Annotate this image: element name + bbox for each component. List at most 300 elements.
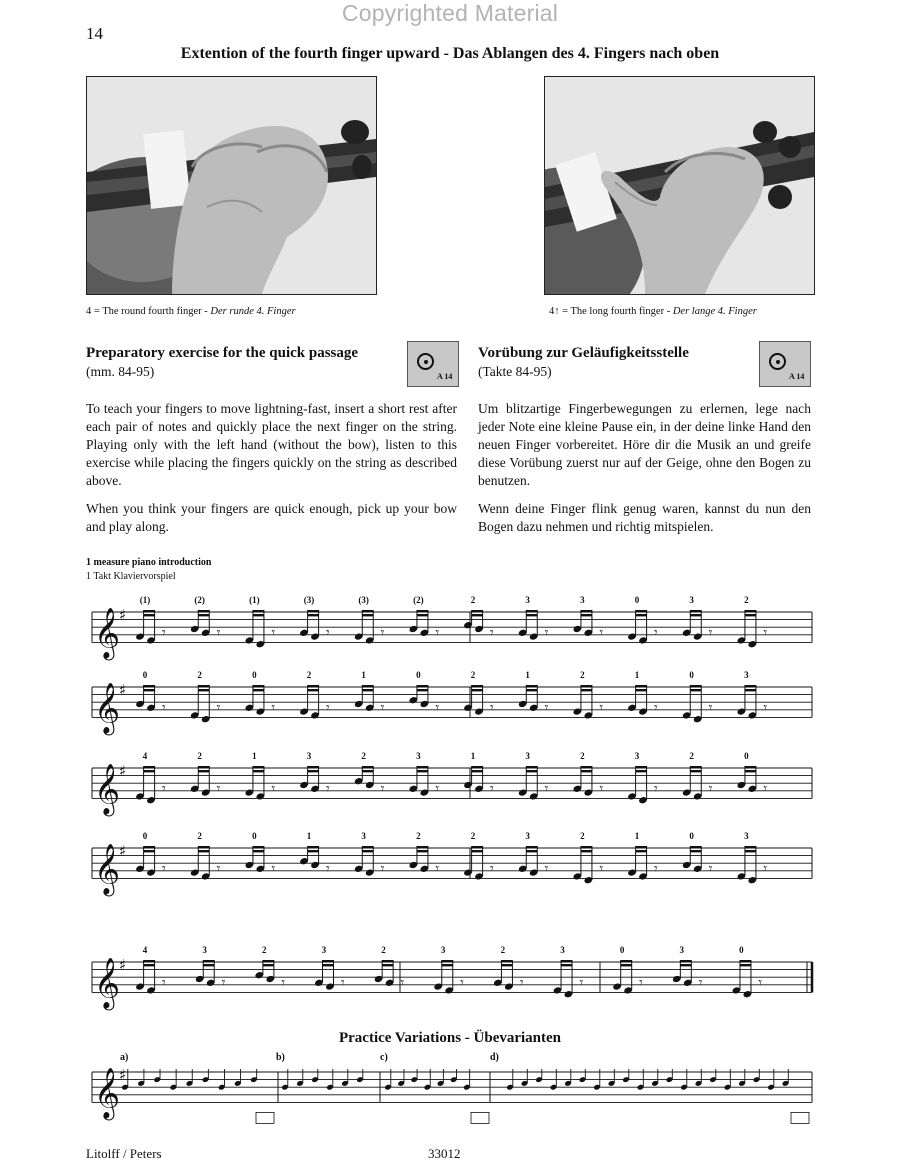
eighth-rest: 𝄾 bbox=[758, 974, 763, 991]
fingering-label: 3 bbox=[440, 945, 446, 955]
fingering-label: 3 bbox=[525, 831, 530, 841]
fingering-label: (2) bbox=[413, 595, 424, 605]
beam bbox=[253, 614, 264, 616]
eighth-rest: 𝄾 bbox=[162, 860, 166, 877]
note-pair bbox=[627, 670, 658, 716]
fingering-label: 1 bbox=[252, 751, 257, 761]
beam bbox=[472, 766, 483, 768]
english-heading: Preparatory exercise for the quick passage bbox=[86, 345, 359, 361]
eighth-rest: 𝄾 bbox=[380, 624, 385, 641]
fingering-label: 3 bbox=[525, 751, 530, 761]
fingering-label: (2) bbox=[194, 595, 205, 605]
fingering-label: 2 bbox=[416, 831, 421, 841]
eighth-rest: 𝄾 bbox=[654, 699, 658, 716]
intro-label-german: 1 Takt Klaviervorspiel bbox=[86, 571, 176, 582]
eighth-rest: 𝄾 bbox=[380, 699, 385, 716]
beam bbox=[581, 766, 592, 768]
treble-clef: 𝄞 bbox=[94, 763, 121, 815]
eighth-rest: 𝄾 bbox=[654, 860, 658, 877]
beam bbox=[308, 850, 319, 852]
eighth-rest: 𝄾 bbox=[490, 699, 494, 716]
eighth-rest: 𝄾 bbox=[708, 780, 713, 797]
fingering-label: 3 bbox=[634, 751, 640, 761]
eighth-rest: 𝄾 bbox=[763, 860, 768, 877]
beam bbox=[526, 850, 537, 852]
staff bbox=[92, 595, 812, 660]
eighth-rest: 𝄾 bbox=[599, 860, 604, 877]
fingering-label: 2 bbox=[197, 670, 202, 680]
beam bbox=[144, 770, 155, 772]
key-signature-sharp: ♯ bbox=[119, 606, 127, 624]
beam bbox=[690, 766, 701, 768]
beam bbox=[472, 689, 483, 691]
eighth-rest: 𝄾 bbox=[460, 974, 464, 991]
beam bbox=[636, 846, 647, 848]
key-signature-sharp: ♯ bbox=[119, 842, 127, 860]
beam bbox=[382, 960, 393, 962]
variation-label: d) bbox=[490, 1052, 499, 1063]
fingering-label: 1 bbox=[634, 670, 640, 680]
beam bbox=[198, 610, 209, 612]
beam bbox=[745, 766, 756, 768]
page-title: Extention of the fourth finger upward - Das Ablangen des 4. Fingers nach oben bbox=[180, 45, 720, 62]
note-pair bbox=[573, 831, 604, 884]
variations-staff bbox=[92, 1052, 812, 1123]
fingering-label: 2 bbox=[470, 670, 476, 680]
eighth-rest: 𝄾 bbox=[519, 974, 524, 991]
note-pair bbox=[627, 751, 658, 804]
eighth-rest: 𝄾 bbox=[326, 780, 330, 797]
note-pair bbox=[299, 751, 330, 797]
beam bbox=[144, 689, 155, 691]
repeat-box bbox=[256, 1112, 274, 1123]
beam bbox=[561, 964, 572, 966]
eighth-rest: 𝄾 bbox=[599, 699, 604, 716]
eighth-rest: 𝄾 bbox=[271, 699, 276, 716]
beam bbox=[581, 614, 592, 616]
note-pair bbox=[518, 595, 549, 641]
beam bbox=[745, 846, 756, 848]
beam bbox=[690, 685, 701, 687]
fingering-label: 3 bbox=[689, 595, 694, 605]
eighth-rest: 𝄾 bbox=[271, 860, 276, 877]
fingering-label: 2 bbox=[197, 751, 202, 761]
cd-track-label: A 14 bbox=[789, 372, 805, 381]
beam bbox=[581, 846, 592, 848]
eighth-rest: 𝄾 bbox=[326, 624, 330, 641]
eighth-rest: 𝄾 bbox=[216, 860, 221, 877]
page-number: 14 bbox=[86, 24, 103, 43]
eighth-rest: 𝄾 bbox=[400, 974, 405, 991]
fingering-label: 2 bbox=[580, 831, 585, 841]
beam bbox=[308, 685, 319, 687]
beam bbox=[621, 964, 632, 966]
beam bbox=[745, 610, 756, 612]
treble-clef: 𝄞 bbox=[94, 957, 121, 1009]
beam bbox=[526, 689, 537, 691]
eighth-rest: 𝄾 bbox=[544, 860, 549, 877]
beam bbox=[253, 689, 264, 691]
note-pair bbox=[245, 595, 276, 648]
eighth-rest: 𝄾 bbox=[490, 624, 494, 641]
fingering-label: 0 bbox=[689, 670, 694, 680]
note-pair bbox=[254, 945, 285, 991]
note-pair bbox=[314, 945, 345, 991]
fingering-label: 2 bbox=[197, 831, 202, 841]
note-pair bbox=[672, 945, 703, 991]
fingering-label: 2 bbox=[470, 831, 476, 841]
beam bbox=[636, 610, 647, 612]
fingering-label: (1) bbox=[139, 595, 151, 605]
eighth-rest: 𝄾 bbox=[326, 699, 330, 716]
eighth-rest: 𝄾 bbox=[162, 974, 166, 991]
beam bbox=[144, 685, 155, 687]
fingering-label: 2 bbox=[689, 751, 694, 761]
beam bbox=[417, 770, 428, 772]
eighth-rest: 𝄾 bbox=[763, 780, 768, 797]
staff bbox=[92, 945, 812, 1010]
note-pair bbox=[463, 595, 494, 641]
beam bbox=[144, 610, 155, 612]
beam bbox=[198, 846, 209, 848]
beam bbox=[472, 610, 483, 612]
beam bbox=[362, 770, 373, 772]
beam bbox=[253, 770, 264, 772]
eighth-rest: 𝄾 bbox=[654, 624, 658, 641]
note-pair bbox=[190, 670, 221, 723]
german-heading: Vorübung zur Geläufigkeitsstelle bbox=[478, 345, 689, 361]
fingering-label: 2 bbox=[500, 945, 506, 955]
beam bbox=[362, 614, 373, 616]
beam bbox=[263, 960, 274, 962]
treble-clef: 𝄞 bbox=[94, 682, 121, 734]
eighth-rest: 𝄾 bbox=[271, 780, 276, 797]
beam bbox=[690, 610, 701, 612]
beam bbox=[581, 850, 592, 852]
beam bbox=[362, 610, 373, 612]
note-pair bbox=[195, 945, 226, 991]
beam bbox=[680, 964, 691, 966]
beam bbox=[144, 850, 155, 852]
beam bbox=[382, 964, 393, 966]
treble-clef: 𝄞 bbox=[94, 843, 121, 895]
note-pair bbox=[737, 751, 768, 797]
beam bbox=[253, 846, 264, 848]
beam bbox=[636, 689, 647, 691]
eighth-rest: 𝄾 bbox=[216, 780, 221, 797]
note-pair bbox=[573, 751, 604, 797]
fingering-label: 1 bbox=[525, 670, 530, 680]
note-pair bbox=[682, 831, 713, 877]
fingering-label: 0 bbox=[744, 751, 749, 761]
eighth-rest: 𝄾 bbox=[544, 780, 549, 797]
beam bbox=[203, 960, 214, 962]
note-pair bbox=[354, 831, 385, 877]
beam bbox=[501, 964, 512, 966]
fingering-label: 3 bbox=[306, 751, 312, 761]
eighth-rest: 𝄾 bbox=[216, 699, 221, 716]
beam bbox=[323, 960, 334, 962]
repeat-box bbox=[471, 1112, 489, 1123]
repeat-box bbox=[791, 1112, 809, 1123]
beam bbox=[253, 610, 264, 612]
beam bbox=[526, 846, 537, 848]
eighth-rest: 𝄾 bbox=[216, 624, 221, 641]
beam bbox=[472, 846, 483, 848]
eighth-rest: 𝄾 bbox=[281, 974, 286, 991]
beam bbox=[253, 685, 264, 687]
eighth-rest: 𝄾 bbox=[380, 860, 385, 877]
note-pair bbox=[463, 670, 494, 716]
eighth-rest: 𝄾 bbox=[654, 780, 658, 797]
fingering-label: (3) bbox=[358, 595, 369, 605]
beam bbox=[472, 685, 483, 687]
beam bbox=[362, 689, 373, 691]
eighth-rest: 𝄾 bbox=[326, 860, 330, 877]
fingering-label: 2 bbox=[361, 751, 366, 761]
note-pair bbox=[518, 670, 549, 716]
beam bbox=[745, 689, 756, 691]
beam bbox=[417, 689, 428, 691]
fingering-label: 3 bbox=[560, 945, 565, 955]
beam bbox=[308, 689, 319, 691]
eighth-rest: 𝄾 bbox=[221, 974, 226, 991]
fingering-label: 2 bbox=[580, 670, 585, 680]
eighth-rest: 𝄾 bbox=[698, 974, 703, 991]
beam bbox=[144, 766, 155, 768]
beam bbox=[501, 960, 512, 962]
footer-publisher: Litolff / Peters bbox=[86, 1146, 162, 1161]
note-pair bbox=[573, 595, 604, 641]
key-signature-sharp: ♯ bbox=[119, 1066, 127, 1084]
beam bbox=[308, 766, 319, 768]
beam bbox=[526, 766, 537, 768]
note-pair bbox=[493, 945, 524, 991]
intro-label-english: 1 measure piano introduction bbox=[86, 557, 212, 568]
note-pair bbox=[354, 751, 385, 797]
eighth-rest: 𝄾 bbox=[763, 624, 768, 641]
note-pair bbox=[409, 670, 440, 716]
note-pair bbox=[245, 670, 276, 716]
eighth-rest: 𝄾 bbox=[490, 780, 494, 797]
beam bbox=[362, 850, 373, 852]
eighth-rest: 𝄾 bbox=[435, 860, 440, 877]
beam bbox=[362, 685, 373, 687]
fingering-label: 0 bbox=[252, 670, 257, 680]
note-pair bbox=[245, 831, 276, 877]
eighth-rest: 𝄾 bbox=[708, 860, 713, 877]
beam bbox=[636, 685, 647, 687]
eighth-rest: 𝄾 bbox=[708, 699, 713, 716]
beam bbox=[581, 610, 592, 612]
beam bbox=[472, 770, 483, 772]
note-pair bbox=[553, 945, 584, 998]
eighth-rest: 𝄾 bbox=[162, 699, 166, 716]
german-paragraph-1: Um blitzartige Fingerbewegungen zu erlernen, lege nach jeder Note eine kleine Pause ein, in der deine linke Hand den neuen Finger vorbereitet. Höre dir die Musik an und greife diese Vorübung zuerst nur auf der Geige, ohne den Bogen zu benutzen. bbox=[478, 401, 811, 488]
german-paragraph-2: Wenn deine Finger flink genug waren, kannst du nun den Bogen dazu nehmen und richtig mitspielen. bbox=[478, 501, 811, 534]
eighth-rest: 𝄾 bbox=[639, 974, 643, 991]
fingering-label: 4 bbox=[142, 751, 148, 761]
fingering-label: 2 bbox=[262, 945, 267, 955]
cd-track-label: A 14 bbox=[437, 372, 453, 381]
treble-clef: 𝄞 bbox=[94, 1067, 121, 1119]
note-pair bbox=[682, 670, 713, 723]
english-paragraph-2: When you think your fingers are quick enough, pick up your bow and play along. bbox=[86, 501, 457, 534]
fingering-label: 3 bbox=[361, 831, 366, 841]
beam bbox=[417, 766, 428, 768]
eighth-rest: 𝄾 bbox=[763, 699, 768, 716]
fingering-label: 1 bbox=[470, 751, 476, 761]
beam bbox=[308, 614, 319, 616]
beam bbox=[417, 846, 428, 848]
note-pair bbox=[135, 751, 166, 804]
beam bbox=[308, 770, 319, 772]
beam bbox=[745, 770, 756, 772]
note-pair bbox=[732, 945, 763, 998]
beam bbox=[740, 964, 751, 966]
eighth-rest: 𝄾 bbox=[490, 860, 494, 877]
fingering-label: 2 bbox=[381, 945, 386, 955]
fingering-label: 0 bbox=[252, 831, 257, 841]
beam bbox=[263, 964, 274, 966]
beam bbox=[581, 685, 592, 687]
note-pair bbox=[135, 670, 166, 716]
beam bbox=[636, 766, 647, 768]
beam bbox=[690, 689, 701, 691]
eighth-rest: 𝄾 bbox=[579, 974, 584, 991]
beam bbox=[417, 850, 428, 852]
fingering-label: 2 bbox=[580, 751, 585, 761]
note-pair bbox=[299, 595, 330, 641]
beam bbox=[636, 770, 647, 772]
beam bbox=[198, 685, 209, 687]
variation-label: a) bbox=[120, 1052, 129, 1063]
eighth-rest: 𝄾 bbox=[544, 624, 549, 641]
beam bbox=[417, 614, 428, 616]
beam bbox=[308, 846, 319, 848]
note-pair bbox=[518, 831, 549, 877]
beam bbox=[417, 685, 428, 687]
fingering-label: 4 bbox=[142, 945, 148, 955]
beam bbox=[198, 689, 209, 691]
variation-label: b) bbox=[276, 1052, 285, 1063]
beam bbox=[561, 960, 572, 962]
treble-clef: 𝄞 bbox=[94, 607, 121, 659]
beam bbox=[526, 770, 537, 772]
staff bbox=[92, 751, 812, 816]
fingering-label: 0 bbox=[142, 831, 148, 841]
note-pair bbox=[737, 831, 768, 884]
note-pair bbox=[409, 831, 440, 877]
beam bbox=[526, 610, 537, 612]
beam bbox=[581, 689, 592, 691]
fingering-label: 0 bbox=[634, 595, 640, 605]
beam bbox=[472, 850, 483, 852]
beam bbox=[526, 614, 537, 616]
note-pair bbox=[190, 751, 221, 797]
beam bbox=[323, 964, 334, 966]
beam bbox=[526, 685, 537, 687]
eighth-rest: 𝄾 bbox=[435, 699, 440, 716]
beam bbox=[362, 846, 373, 848]
note-pair bbox=[354, 670, 385, 716]
fingering-label: 2 bbox=[306, 670, 312, 680]
english-subheading: (mm. 84-95) bbox=[86, 364, 155, 379]
note-pair bbox=[409, 751, 440, 797]
fingering-label: 0 bbox=[739, 945, 744, 955]
beam bbox=[745, 685, 756, 687]
eighth-rest: 𝄾 bbox=[380, 780, 385, 797]
beam bbox=[203, 964, 214, 966]
beam bbox=[144, 614, 155, 616]
left-photo-caption: 4 = The round fourth finger - Der runde 4. Finger bbox=[86, 306, 296, 317]
eighth-rest: 𝄾 bbox=[599, 780, 604, 797]
eighth-rest: 𝄾 bbox=[708, 624, 713, 641]
staff bbox=[92, 670, 812, 735]
english-paragraph-1: To teach your fingers to move lightning-fast, insert a short rest after each pair of notes and quickly place the next finger on the string. Playing only with the left hand (without the bow), listen to this exercise while placing the fingers quickly on the string as described above. bbox=[86, 401, 457, 488]
beam bbox=[690, 770, 701, 772]
variations-title: Practice Variations - Übevarianten bbox=[338, 1030, 562, 1046]
eighth-rest: 𝄾 bbox=[544, 699, 549, 716]
fingering-label: (3) bbox=[303, 595, 315, 605]
eighth-rest: 𝄾 bbox=[435, 624, 440, 641]
fingering-label: 3 bbox=[744, 670, 749, 680]
key-signature-sharp: ♯ bbox=[119, 956, 127, 974]
beam bbox=[253, 850, 264, 852]
beam bbox=[690, 846, 701, 848]
footer-catalog-number: 33012 bbox=[428, 1146, 461, 1161]
fingering-label: 0 bbox=[142, 670, 148, 680]
eighth-rest: 𝄾 bbox=[162, 624, 166, 641]
beam bbox=[690, 850, 701, 852]
beam bbox=[745, 850, 756, 852]
fingering-label: 3 bbox=[744, 831, 749, 841]
beam bbox=[308, 610, 319, 612]
beam bbox=[442, 960, 453, 962]
fingering-label: 3 bbox=[416, 751, 421, 761]
note-pair bbox=[409, 595, 440, 641]
eighth-rest: 𝄾 bbox=[340, 974, 345, 991]
beam bbox=[690, 614, 701, 616]
beam bbox=[621, 960, 632, 962]
beam bbox=[198, 614, 209, 616]
fingering-label: 1 bbox=[361, 670, 366, 680]
fingering-label: 1 bbox=[634, 831, 640, 841]
fingering-label: (1) bbox=[249, 595, 260, 605]
german-subheading: (Takte 84-95) bbox=[478, 364, 552, 379]
note-pair bbox=[682, 595, 713, 641]
fingering-label: 2 bbox=[470, 595, 476, 605]
beam bbox=[680, 960, 691, 962]
fingering-label: 3 bbox=[679, 945, 684, 955]
eighth-rest: 𝄾 bbox=[271, 624, 276, 641]
eighth-rest: 𝄾 bbox=[599, 624, 604, 641]
beam bbox=[362, 766, 373, 768]
fingering-label: 0 bbox=[619, 945, 625, 955]
beam bbox=[472, 614, 483, 616]
fingering-label: 1 bbox=[306, 831, 312, 841]
fingering-label: 0 bbox=[416, 670, 421, 680]
note-pair bbox=[135, 831, 166, 877]
note-pair bbox=[737, 595, 768, 648]
key-signature-sharp: ♯ bbox=[119, 762, 127, 780]
fingering-label: 2 bbox=[744, 595, 749, 605]
beam bbox=[198, 766, 209, 768]
beam bbox=[253, 766, 264, 768]
key-signature-sharp: ♯ bbox=[119, 681, 127, 699]
fingering-label: 3 bbox=[525, 595, 530, 605]
beam bbox=[581, 770, 592, 772]
